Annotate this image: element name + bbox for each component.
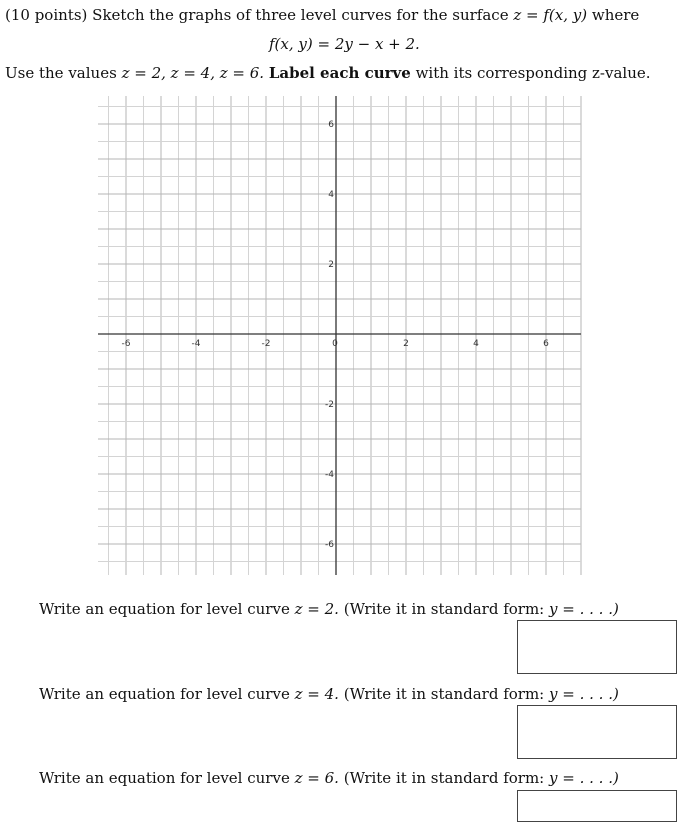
- question-text: Write an equation for level curve: [39, 600, 290, 618]
- y-tick-label: -2: [325, 400, 334, 410]
- question-form: y = . . . .): [549, 600, 619, 618]
- question-text: Write an equation for level curve: [39, 769, 290, 787]
- question-z-value: z = 4.: [294, 685, 339, 703]
- answer-box-z6[interactable]: [517, 790, 677, 822]
- intro-text: Sketch the graphs of three level curves for the surface: [92, 6, 509, 24]
- points-label: (10 points): [5, 6, 88, 24]
- y-tick-label: -4: [325, 470, 334, 480]
- x-tick-label: -6: [121, 339, 131, 349]
- question-form: y = . . . .): [549, 685, 619, 703]
- x-tick-label: 4: [473, 339, 479, 349]
- question-z-value: z = 2.: [294, 600, 339, 618]
- function-equation: f(x, y) = 2y − x + 2.: [269, 35, 420, 53]
- question-z4: [39, 685, 619, 703]
- label-instruction-rest: with its corresponding z-value.: [415, 64, 651, 82]
- x-tick-label: -2: [261, 339, 271, 349]
- values-prefix: Use the values: [5, 64, 117, 82]
- question-z6: [39, 769, 619, 787]
- question-form-hint: (Write it in standard form:: [343, 685, 545, 703]
- x-tick-label: -4: [191, 339, 201, 349]
- surface-equation: z = f(x, y): [513, 6, 588, 24]
- y-tick-label: -6: [325, 540, 334, 550]
- question-z2: [39, 600, 619, 618]
- question-form-hint: (Write it in standard form:: [343, 600, 545, 618]
- x-tick-label: 6: [543, 339, 549, 349]
- question-form: y = . . . .): [549, 769, 619, 787]
- z-values: z = 2, z = 4, z = 6.: [121, 64, 265, 82]
- question-z-value: z = 6.: [294, 769, 339, 787]
- y-tick-label: 2: [328, 260, 334, 270]
- question-text: Write an equation for level curve: [39, 685, 290, 703]
- y-tick-label: 6: [328, 120, 334, 130]
- label-instruction-bold: Label each curve: [268, 64, 411, 82]
- answer-box-z2[interactable]: [517, 620, 677, 674]
- question-form-hint: (Write it in standard form:: [343, 769, 545, 787]
- x-tick-label: 0: [332, 339, 338, 349]
- answer-box-z4[interactable]: [517, 705, 677, 759]
- where-text: where: [591, 6, 640, 24]
- y-tick-label: 4: [328, 190, 334, 200]
- x-tick-label: 2: [403, 339, 409, 349]
